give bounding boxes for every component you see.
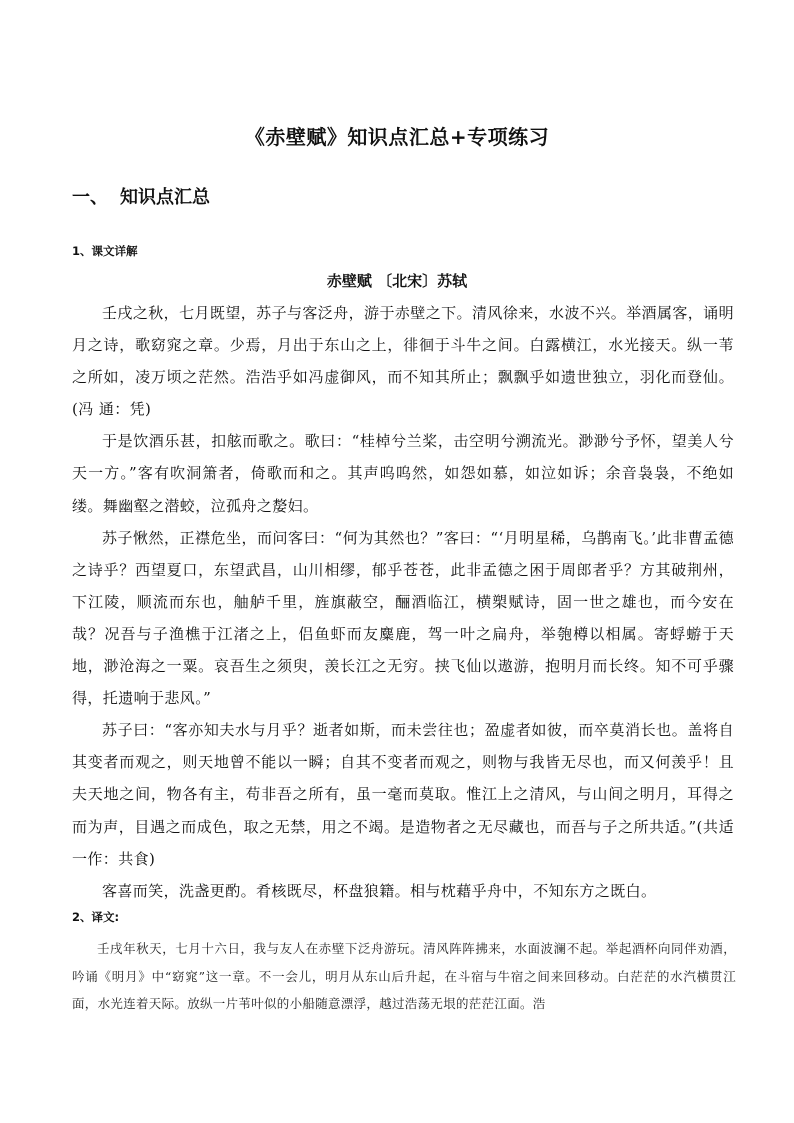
translation-paragraph: 壬戌年秋天，七月十六日，我与友人在赤壁下泛舟游玩。清风阵阵拂来，水面波澜不起。举起酒杯向同伴劝酒，吟诵《明月》中“窈窕”这一章。不一会儿，明月从东山后升起，在斗宿与牛宿之间来回移动。白茫茫的水汽横贯江面，水光连着天际。放纵一片苇叶似的小船随意漂浮，越过浩荡无垠的茫茫江面。浩 — [72, 941, 736, 1011]
paragraph: 客喜而笑，洗盏更酌。肴核既尽，杯盘狼籍。相与枕藉乎舟中，不知东方之既白。 — [102, 881, 657, 900]
paragraph: 苏子愀然，正襟危坐，而问客曰：“何为其然也？”客曰：“‘月明星稀，乌鹊南飞。’此非曹孟德之诗乎？西望夏口，东望武昌，山川相缪，郁乎苍苍，此非孟德之困于周郎者乎？方其破荆州，下江陵，顺流而东也，舳舻千里，旌旗蔽空，酾酒临江，横槊赋诗，固一世之雄也，而今安在哉？况吾与子渔樵于江渚之上，侣鱼虾而友麋鹿，驾一叶之扁舟，举匏樽以相属。寄蜉蝣于天地，渺沧海之一粟。哀吾生之须臾，羡长江之无穷。挟飞仙以遨游，抱明月而长终。知不可乎骤得，托遗响于悲风。” — [72, 528, 734, 708]
subsection-heading-text-explanation: 1、课文详解 — [72, 244, 138, 258]
subsection-heading-translation: 2、译文: — [72, 910, 120, 924]
section-label: 知识点汇总 — [120, 187, 210, 208]
section-number: 一、 — [72, 187, 108, 208]
poem-body — [72, 297, 734, 907]
paragraph: 于是饮酒乐甚，扣舷而歌之。歌曰：“桂棹兮兰桨，击空明兮溯流光。渺渺兮予怀，望美人兮天一方。”客有吹洞箫者，倚歌而和之。其声呜呜然，如怨如慕，如泣如诉；余音袅袅，不绝如缕。舞幽壑之潜蛟，泣孤舟之嫠妇。 — [72, 432, 734, 515]
translation-body — [72, 935, 736, 1018]
paragraph: 苏子曰：“客亦知夫水与月乎？逝者如斯，而未尝往也；盈虚者如彼，而卒莫消长也。盖将自其变者而观之，则天地曾不能以一瞬；自其不变者而观之，则物与我皆无尽也，而又何羡乎！且夫天地之间，物各有主，苟非吾之所有，虽一毫而莫取。惟江上之清风，与山间之明月，耳得之而为声，目遇之而成色，取之无禁，用之不竭。是造物者之无尽藏也，而吾与子之所共适。”(共适 一作：共食) — [72, 721, 734, 868]
paragraph: 壬戌之秋，七月既望，苏子与客泛舟，游于赤壁之下。清风徐来，水波不兴。举酒属客，诵明月之诗，歌窈窕之章。少焉，月出于东山之上，徘徊于斗牛之间。白露横江，水光接天。纵一苇之所如，凌万顷之茫然。浩浩乎如冯虚御风，而不知其所止；飘飘乎如遗世独立，羽化而登仙。(冯 通：凭) — [72, 304, 734, 419]
poem-title: 赤壁赋 〔北宋〕苏轼 — [326, 272, 468, 290]
section-heading — [72, 183, 210, 209]
document-title: 《赤壁赋》知识点汇总+专项练习 — [244, 125, 550, 149]
